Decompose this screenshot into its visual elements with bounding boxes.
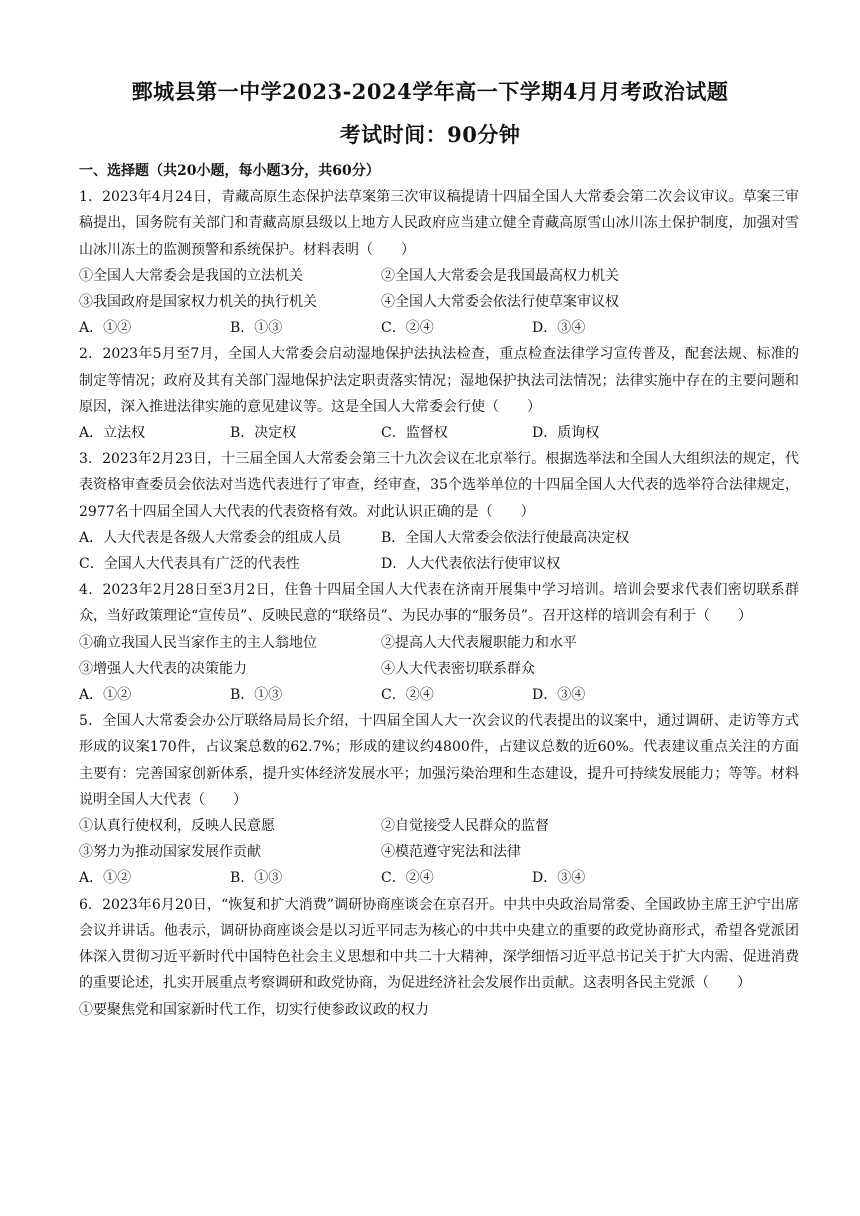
option-d: D．③④ [532, 687, 586, 704]
option-a: A．立法权 [79, 425, 146, 442]
option-b: B．①③ [230, 320, 283, 337]
question-text: 6．2023年6月20日，“恢复和扩大消费”调研协商座谈会在京召开。中共中央政治局常委、全国政协主席王沪宁出席会议并讲话。他表示，调研协商座谈会是以习近平同志为核心的中共中央建立的重要的政党协商形式，希望各党派团体深入贯彻习近平新时代中国特色社会主义思想和中共二十大精神，深学细悟习近平总书记关于扩大内需、促进消费的重要论述，扎实开展重点考察调研和政党协商，为促进经济社会发展作出贡献。这表明各民主党派（ ） [79, 896, 799, 992]
option-d: D．③④ [532, 320, 586, 337]
statement: ①全国人大常委会是我国的立法机关 [79, 267, 303, 284]
statement-row [79, 630, 799, 656]
options-row [79, 315, 799, 341]
statement-row [79, 813, 799, 839]
statement: ①要聚焦党和国家新时代工作，切实行使参政议政的权力 [79, 1001, 429, 1018]
option-d: D．质询权 [532, 425, 600, 442]
question-text: 4．2023年2月28日至3月2日，住鲁十四届全国人大代表在济南开展集中学习培训。培训会要求代表们密切联系群众，当好政策理论“宣传员”、反映民意的“联络员”、为民办事的“服务员”。召开这样的培训会有利于（ ） [79, 582, 799, 625]
statement-row [79, 997, 799, 1023]
question-2 [79, 341, 799, 446]
exam-duration: 考试时间：90分钟 [339, 122, 521, 147]
option-c: C．监督权 [381, 425, 448, 442]
statement: ②提高人大代表履职能力和水平 [381, 634, 577, 651]
option-a: A．①② [79, 320, 132, 337]
statement: ③努力为推动国家发展作贡献 [79, 844, 261, 861]
statement-row [79, 656, 799, 682]
options-row [79, 682, 799, 708]
statement: ③增强人大代表的决策能力 [79, 660, 247, 677]
statement: ④全国人大常委会依法行使草案审议权 [381, 294, 619, 311]
question-5 [79, 708, 799, 891]
option-a: A．①② [79, 687, 132, 704]
statement: ④人大代表密切联系群众 [381, 660, 535, 677]
option-a: A．人大代表是各级人大常委会的组成人员 [79, 529, 342, 546]
question-6 [79, 892, 799, 1023]
option-d: D．人大代表依法行使审议权 [381, 556, 561, 573]
option-a: A．①② [79, 870, 132, 887]
options-row [79, 865, 799, 891]
exam-body [79, 158, 799, 1023]
option-c: C．②④ [381, 320, 434, 337]
option-c: C．②④ [381, 870, 434, 887]
options-row [79, 551, 799, 577]
options-row [79, 420, 799, 446]
statement: ③我国政府是国家权力机关的执行机关 [79, 294, 317, 311]
statement-row [79, 263, 799, 289]
option-d: D．③④ [532, 870, 586, 887]
question-4 [79, 577, 799, 708]
statement-row [79, 839, 799, 865]
question-text: 3．2023年2月23日，十三届全国人大常委会第三十九次会议在北京举行。根据选举法和全国人大组织法的规定，代表资格审查委员会依法对当选代表进行了审查，经审查，35个选举单位的十四届全国人大代表的选举符合法律规定，2977名十四届全国人大代表的代表资格有效。对此认识正确的是（ ） [79, 451, 799, 520]
option-b: B．全国人大常委会依法行使最高决定权 [381, 529, 630, 546]
statement: ①确立我国人民当家作主的主人翁地位 [79, 634, 317, 651]
options-row [79, 525, 799, 551]
statement: ②自觉接受人民群众的监督 [381, 818, 549, 835]
section-heading: 一、选择题（共20小题，每小题3分，共60分） [79, 163, 380, 179]
statement: ②全国人大常委会是我国最高权力机关 [381, 267, 619, 284]
statement-row [79, 289, 799, 315]
statement: ④模范遵守宪法和法律 [381, 844, 521, 861]
question-text: 2．2023年5月至7月，全国人大常委会启动湿地保护法执法检查，重点检查法律学习宣传普及，配套法规、标准的制定等情况；政府及其有关部门湿地保护法定职责落实情况；湿地保护执法司法情况；法律实施中存在的主要问题和原因，深入推进法律实施的意见建议等。这是全国人大常委会行使（ ） [79, 346, 799, 415]
question-1 [79, 184, 799, 341]
question-3 [79, 446, 799, 577]
option-b: B．①③ [230, 687, 283, 704]
question-text: 1．2023年4月24日，青藏高原生态保护法草案第三次审议稿提请十四届全国人大常委会第二次会议审议。草案三审稿提出，国务院有关部门和青藏高原县级以上地方人民政府应当建立健全青藏高原雪山冰川冻土保护制度，加强对雪山冰川冻土的监测预警和系统保护。材料表明（ ） [79, 189, 799, 258]
exam-title: 鄄城县第一中学2023-2024学年高一下学期4月月考政治试题 [131, 79, 729, 104]
option-b: B．①③ [230, 870, 283, 887]
option-b: B．决定权 [230, 425, 297, 442]
statement: ①认真行使权利，反映人民意愿 [79, 818, 275, 835]
option-c: C．全国人大代表具有广泛的代表性 [79, 556, 300, 573]
question-text: 5．全国人大常委会办公厅联络局局长介绍，十四届全国人大一次会议的代表提出的议案中，通过调研、走访等方式形成的议案170件，占议案总数的62.7%；形成的建议约4800件，占建议总数的近60%。代表建议重点关注的方面主要有：完善国家创新体系，提升实体经济发展水平；加强污染治理和生态建设，提升可持续发展能力；等等。材料说明全国人大代表（ ） [79, 713, 799, 808]
option-c: C．②④ [381, 687, 434, 704]
